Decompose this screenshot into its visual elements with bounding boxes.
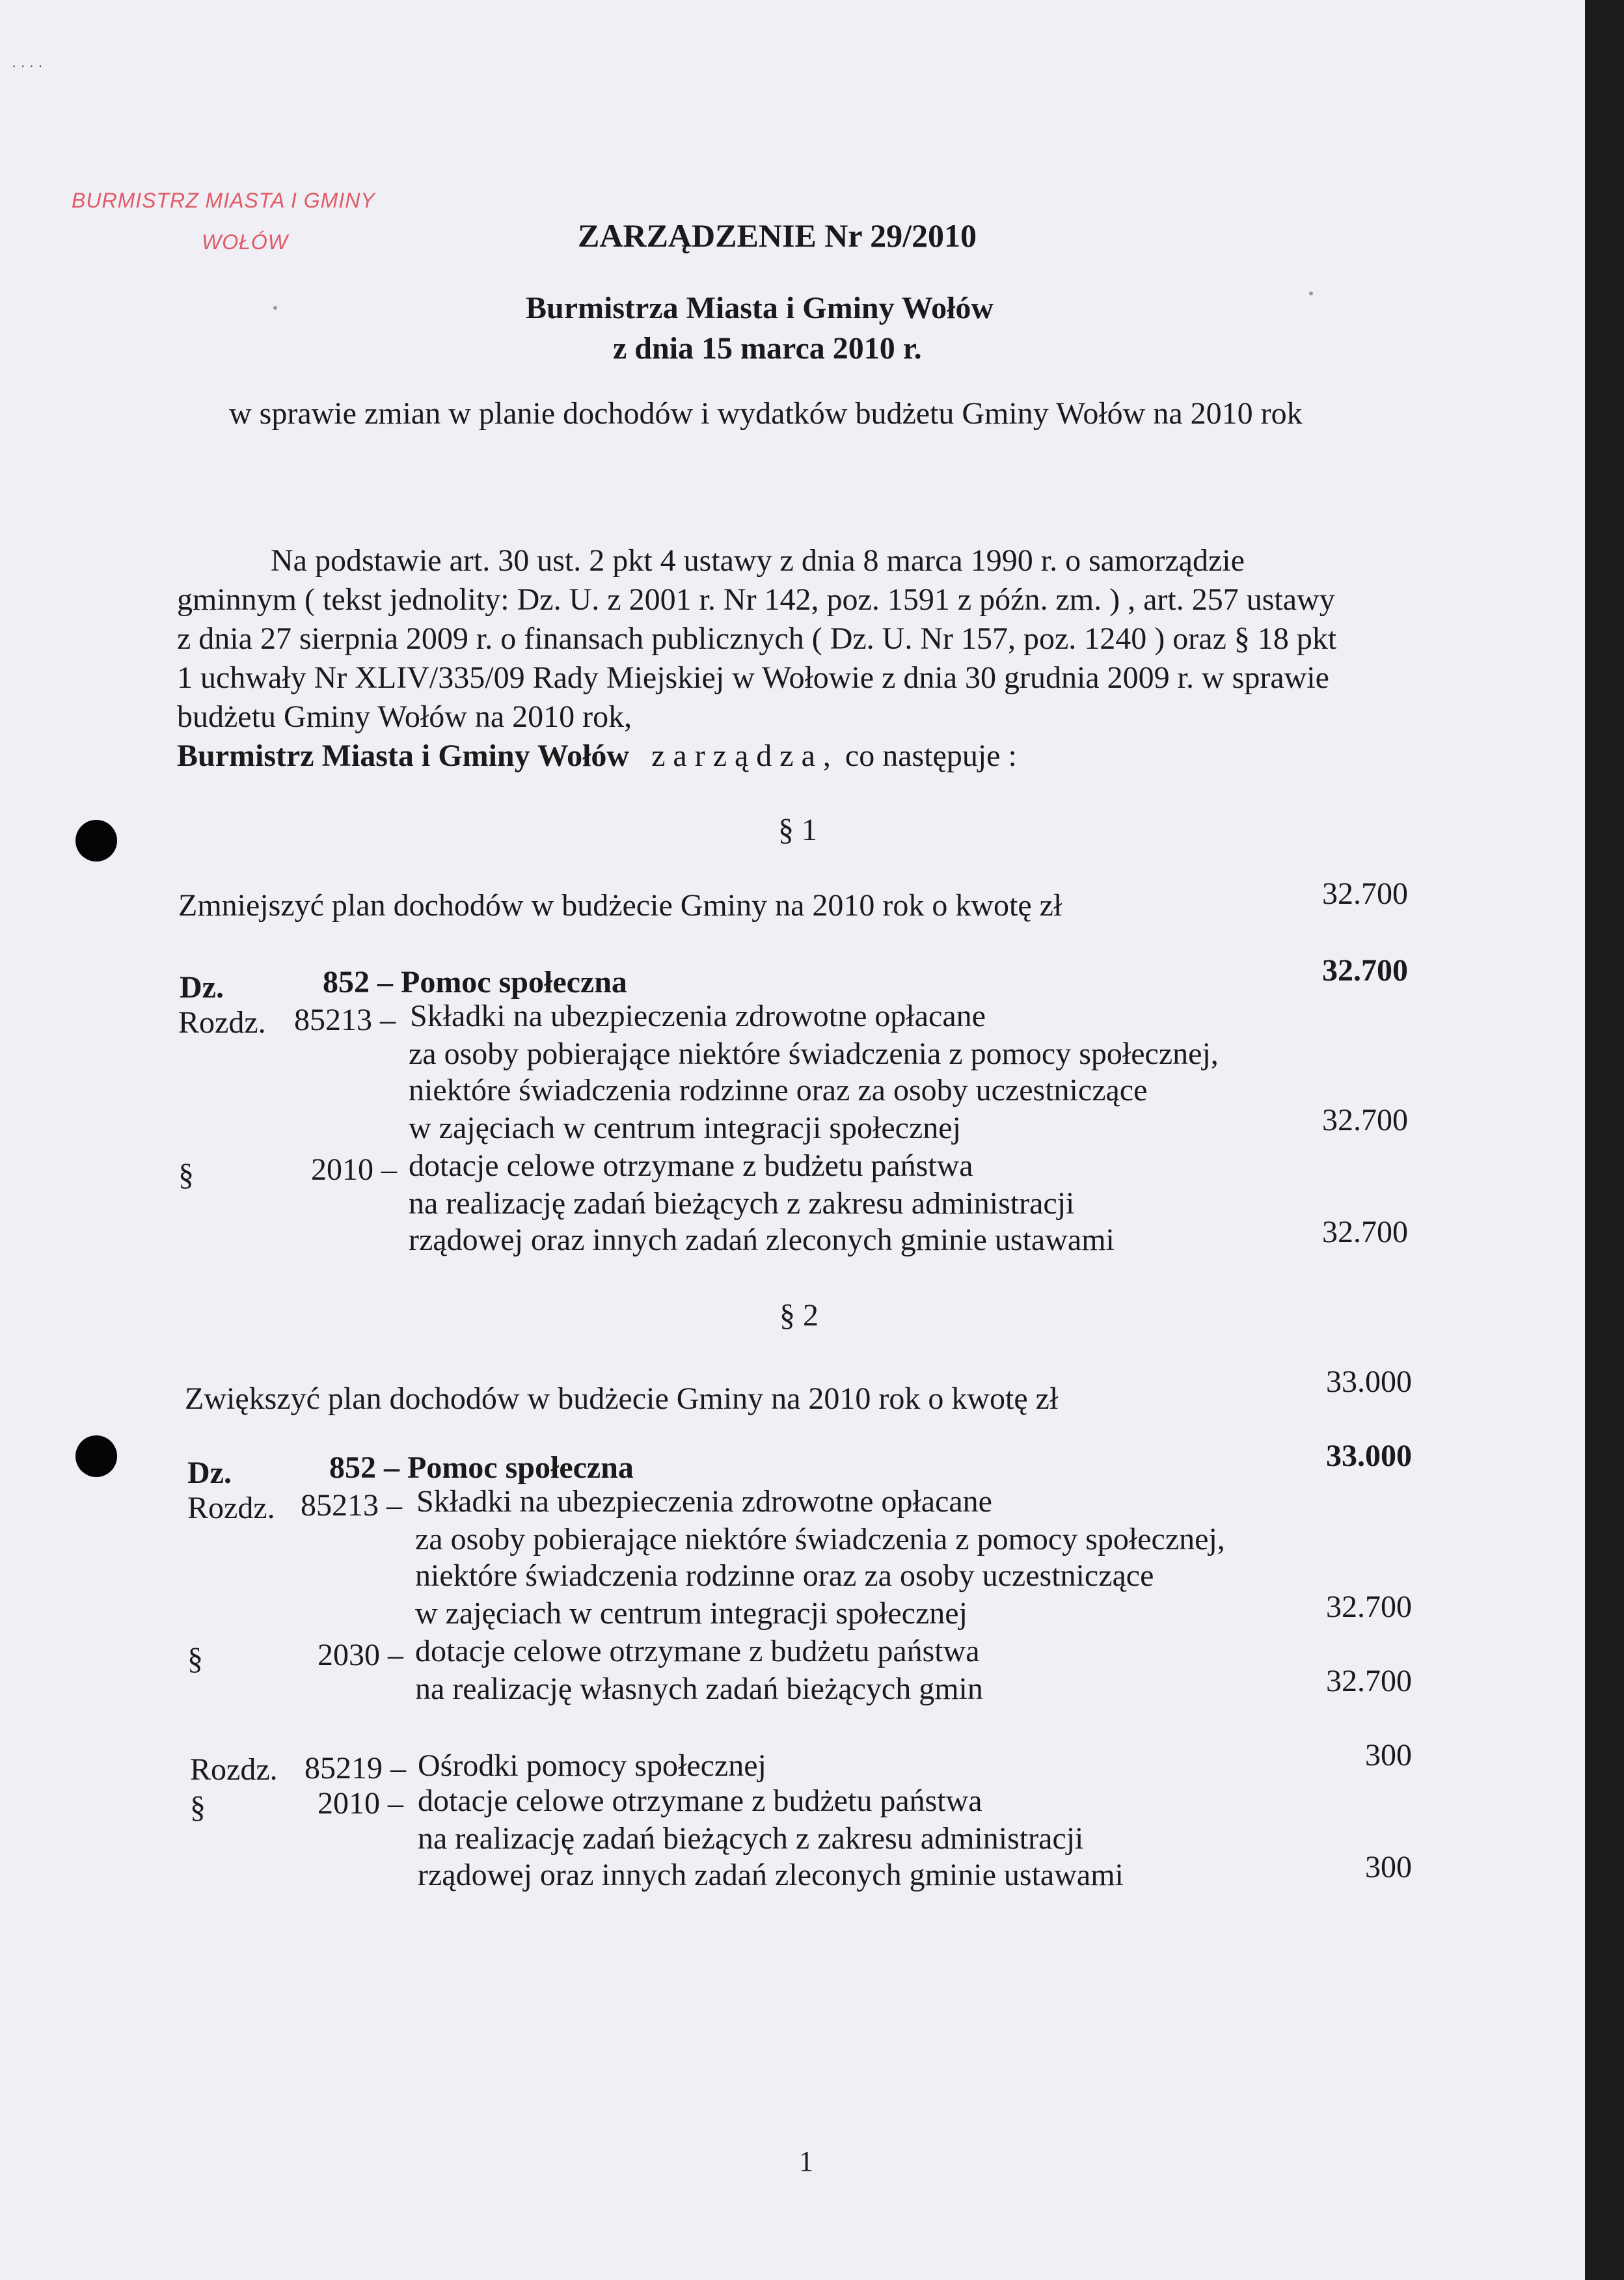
dz-text: 852 – Pomoc społeczna [329,1450,634,1485]
spaced-verb: z a r z ą d z a , [651,739,831,773]
intro-amount: 32.700 [1322,876,1408,911]
paragraph-label: § [187,1642,203,1676]
rozdz-line: niektóre świadczenia rodzinne oraz za osoby uczestniczące [409,1073,1148,1107]
preamble-rest: co następuje : [845,739,1017,773]
rozdz-label: Rozdz. [190,1752,278,1787]
preamble-line-decision [177,738,1017,774]
scan-artifact: · · · · [12,57,43,74]
preamble-line: budżetu Gminy Wołów na 2010 rok, [177,699,632,734]
preamble-line: z dnia 27 sierpnia 2009 r. o finansach publicznych ( Dz. U. Nr 157, poz. 1240 ) oraz § 18 pkt [177,621,1337,656]
section-mark: § 1 [778,813,817,847]
intro-amount: 33.000 [1326,1364,1412,1399]
rozdz-amount: 32.700 [1322,1103,1408,1137]
dz-label: Dz. [180,970,224,1005]
punch-hole [75,1435,117,1477]
paragraph-line: dotacje celowe otrzymane z budżetu państwa [409,1148,973,1183]
paragraph-code: 2010 – [318,1786,403,1821]
rozdz-amount: 32.700 [1326,1590,1412,1624]
scan-speck [1309,292,1313,295]
punch-hole [75,820,117,862]
paragraph-label: § [178,1158,194,1192]
dz-amount: 33.000 [1326,1439,1412,1473]
dz-text: 852 – Pomoc społeczna [323,965,627,999]
paragraph-line: rządowej oraz innych zadań zleconych gminie ustawami [418,1858,1124,1892]
dz-label: Dz. [187,1456,232,1490]
paragraph-line: na realizację zadań bieżących z zakresu administracji [409,1186,1075,1221]
section-intro: Zmniejszyć plan dochodów w budżecie Gminy na 2010 rok o kwotę zł [178,888,1062,923]
issuer-bold: Burmistrz Miasta i Gminy Wołów [177,739,630,773]
rozdz-line: za osoby pobierające niektóre świadczenia z pomocy społecznej, [415,1522,1225,1556]
rozdz-line: za osoby pobierające niektóre świadczenia z pomocy społecznej, [409,1037,1219,1071]
rozdz-code: 85213 – [294,1003,396,1037]
paragraph-line: na realizację zadań bieżących z zakresu administracji [418,1821,1084,1856]
rozdz-amount: 300 [1365,1738,1412,1772]
preamble-line: gminnym ( tekst jednolity: Dz. U. z 2001 r. Nr 142, poz. 1591 z późn. zm. ) , art. 257 ustawy [177,582,1335,617]
paragraph-amount: 32.700 [1322,1215,1408,1249]
subject-line: w sprawie zmian w planie dochodów i wydatków budżetu Gminy Wołów na 2010 rok [229,396,1303,431]
paragraph-line: dotacje celowe otrzymane z budżetu państwa [418,1784,982,1818]
scan-speck [273,306,277,310]
preamble-line: 1 uchwały Nr XLIV/335/09 Rady Miejskiej w Wołowie z dnia 30 grudnia 2009 r. w sprawie [177,660,1329,695]
paragraph-amount: 32.700 [1326,1664,1412,1698]
section-mark: § 2 [779,1298,819,1333]
paragraph-line: dotacje celowe otrzymane z budżetu państwa [415,1634,980,1668]
document-title: ZARZĄDZENIE Nr 29/2010 [578,217,977,254]
dz-amount: 32.700 [1322,953,1408,988]
rozdz-line: Ośrodki pomocy społecznej [418,1748,766,1783]
stamp-line-1: BURMISTRZ MIASTA I GMINY [72,189,375,212]
preamble-line: Na podstawie art. 30 ust. 2 pkt 4 ustawy z dnia 8 marca 1990 r. o samorządzie [271,543,1245,578]
paragraph-line: rządowej oraz innych zadań zleconych gminie ustawami [409,1223,1115,1257]
issuer-line: Burmistrza Miasta i Gminy Wołów [526,291,994,325]
section-intro: Zwiększyć plan dochodów w budżecie Gminy na 2010 rok o kwotę zł [185,1381,1059,1416]
date-line: z dnia 15 marca 2010 r. [613,331,922,366]
rozdz-line: w zajęciach w centrum integracji społecznej [415,1596,968,1631]
paragraph-label: § [190,1790,206,1825]
rozdz-code: 85219 – [304,1751,406,1785]
rozdz-line: w zajęciach w centrum integracji społecznej [409,1111,961,1145]
rozdz-line: Składki na ubezpieczenia zdrowotne opłacane [410,999,986,1033]
rozdz-line: Składki na ubezpieczenia zdrowotne opłacane [416,1484,992,1519]
rozdz-code: 85213 – [301,1488,402,1523]
stamp-line-2: WOŁÓW [202,230,288,254]
rozdz-line: niektóre świadczenia rodzinne oraz za osoby uczestniczące [415,1558,1154,1593]
rozdz-label: Rozdz. [187,1491,275,1525]
paragraph-code: 2030 – [318,1638,403,1672]
paragraph-line: na realizację własnych zadań bieżących gmin [415,1672,983,1706]
paragraph-amount: 300 [1365,1850,1412,1884]
page-number: 1 [799,2145,813,2177]
rozdz-label: Rozdz. [178,1005,266,1040]
paragraph-code: 2010 – [311,1152,397,1187]
